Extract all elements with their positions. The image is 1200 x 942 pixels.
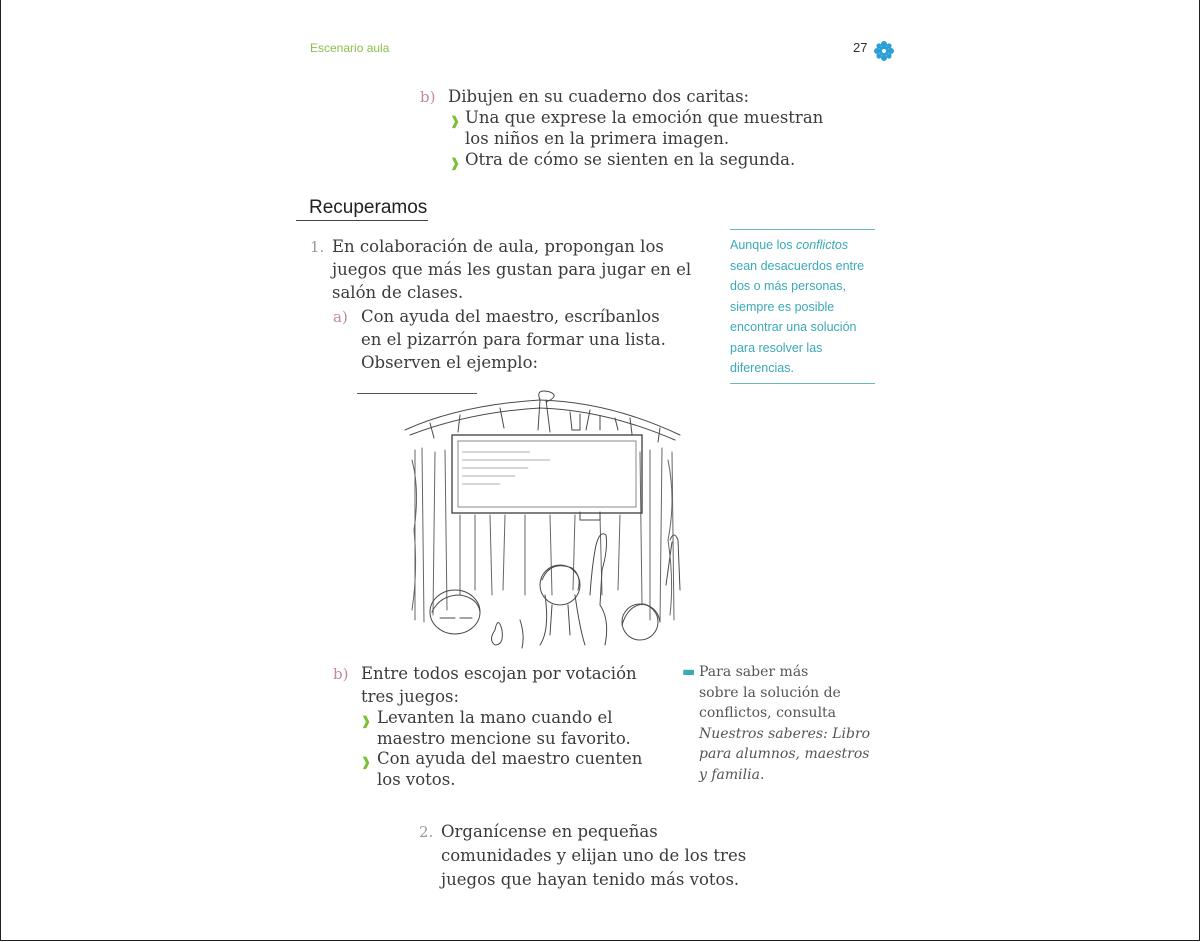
flower-ornament-icon <box>873 40 895 62</box>
more-info-line: conflictos, consulta <box>699 705 837 721</box>
activity-letter: a) <box>333 308 348 326</box>
side-note-line: para resolver las <box>730 340 823 355</box>
activity-letter: b) <box>420 88 436 106</box>
item-a-line: Con ayuda del maestro, escríbanlos <box>361 307 660 326</box>
bullet-text: los votos. <box>377 770 456 789</box>
item-line: Organícense en pequeñas <box>441 822 658 841</box>
side-note-line: dos o más personas, <box>730 279 847 293</box>
more-info-line: Para saber más <box>699 664 809 680</box>
bullet-text: Levanten la mano cuando el <box>377 708 613 727</box>
item-number: 1. <box>310 238 325 256</box>
item-line: salón de clases. <box>332 283 464 302</box>
section-heading: Recuperamos <box>296 197 428 221</box>
item-b-line: tres juegos: <box>361 687 460 706</box>
side-note-line: diferencias. <box>730 361 794 375</box>
bullet-text: maestro mencione su favorito. <box>377 729 631 748</box>
activity-letter: b) <box>333 665 349 683</box>
side-note-emphasis: conflictos <box>796 238 849 252</box>
side-note-line: sean desacuerdos entre <box>730 258 865 273</box>
bullet-icon: ❱ <box>361 755 372 769</box>
more-info-note <box>682 662 882 785</box>
item-a-line: Observen el ejemplo: <box>361 353 539 372</box>
item-line: comunidades y elijan uno de los tres <box>441 846 747 865</box>
bullet-text: Otra de cómo se sienten en la segunda. <box>465 150 796 169</box>
page-number: 27 <box>853 40 868 55</box>
bullet-icon: ❱ <box>361 714 372 728</box>
book-title-line: para alumnos, maestros <box>699 746 870 762</box>
item-line: juegos que más les gustan para jugar en el <box>332 260 692 279</box>
item-line: En colaboración de aula, propongan los <box>332 237 664 256</box>
header-section-label: Escenario aula <box>310 41 390 55</box>
bullet-text: Con ayuda del maestro cuenten <box>377 749 643 768</box>
bullet-icon: ❱ <box>450 114 461 128</box>
book-title-line: y familia. <box>699 766 765 783</box>
book-title-line: Nuestros saberes: Libro <box>699 725 871 742</box>
side-note-text: Aunque los <box>730 238 797 252</box>
side-note <box>730 229 875 384</box>
bullet-text: los niños en la primera imagen. <box>465 129 730 148</box>
more-info-line: sobre la solución de <box>699 684 841 701</box>
activity-intro: Dibujen en su cuaderno dos caritas: <box>448 87 750 106</box>
side-note-line: encontrar una solución <box>730 320 857 334</box>
item-b-line: Entre todos escojan por votación <box>361 664 637 683</box>
bullet-text: Una que exprese la emoción que muestran <box>465 108 824 127</box>
bullet-icon: ❱ <box>450 156 461 170</box>
classroom-illustration <box>400 390 690 650</box>
dash-icon: ▬ <box>682 664 696 680</box>
item-number: 2. <box>419 823 434 841</box>
item-line: juegos que hayan tenido más votos. <box>441 870 740 889</box>
side-note-line: siempre es posible <box>730 299 835 314</box>
item-a-line: en el pizarrón para formar una lista. <box>361 330 666 349</box>
